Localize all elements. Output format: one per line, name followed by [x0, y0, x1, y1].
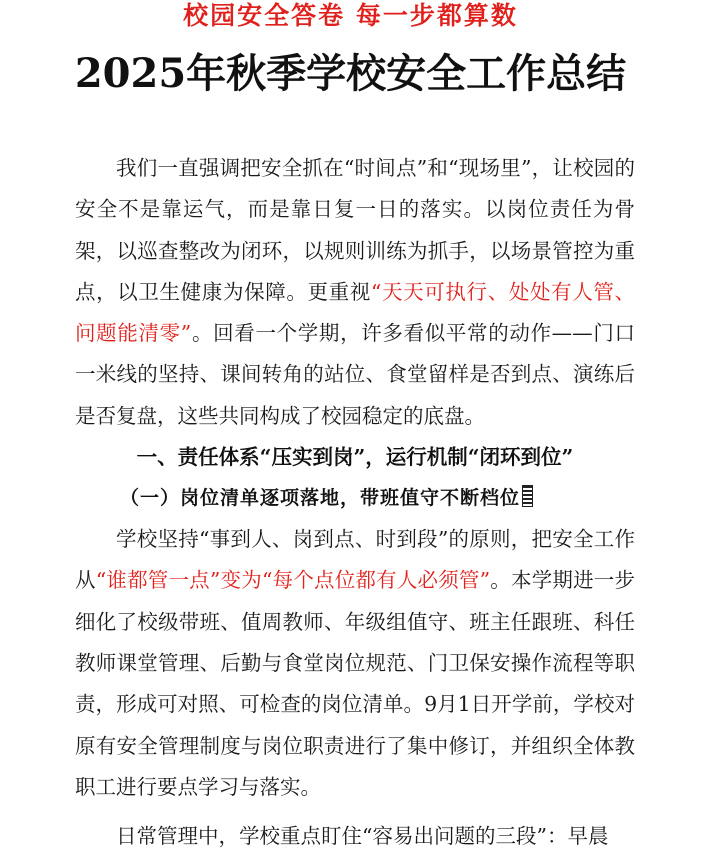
p3-text-1: 日常管理中，学校重点盯住“容易出问题的三段”：早晨 [116, 824, 609, 849]
intro-highlight: “天天可执行、处处有人管、问题能清零” [75, 279, 636, 346]
page-title: 2025年秋季学校安全工作总结 [74, 50, 627, 97]
intro-paragraph [75, 148, 635, 437]
responsibility-paragraph [75, 519, 635, 808]
document-body [75, 148, 635, 857]
p2-highlight: “谁都管一点”变为“每个点位都有人必须管” [95, 568, 491, 593]
subsection-heading-text: （一）岗位清单逐项落地，带班值守不断档位 [120, 487, 521, 510]
subsection-heading-1 [75, 478, 635, 519]
daily-management-paragraph [75, 816, 635, 857]
red-header-title: 校园安全答卷 每一步都算数 [183, 1, 518, 30]
section-heading-1: 一、责任体系“压实到岗”，运行机制“闭环到位” [136, 445, 574, 470]
p2-text-1: 学校坚持“事到人、岗到点、时到段”的原则，把安全工作从 [75, 527, 635, 593]
intro-text-1: 我们一直强调把安全抓在“时间点”和“现场里”，让校园的安全不是靠运气，而是靠日复一日的落实。以岗位责任为骨架，以巡查整改为闭环，以规则训练为抓手，以场景管控为重点，以卫生健康为保障。更重视 [75, 156, 635, 304]
paragraph-mark-icon [522, 485, 533, 507]
p2-text-2: 。本学期进一步细化了校级带班、值周教师、年级组值守、班主任跟班、科任教师课堂管理、后勤与食堂岗位规范、门卫保安操作流程等职责，形成可对照、可检查的岗位清单。9月1日开学前，学校对原有安全管理制度与岗位职责进行了集中修订，并组织全体教职工进行要点学习与落实。 [75, 568, 636, 799]
intro-text-2: 。回看一个学期，许多看似平常的动作——门口一米线的坚持、课间转角的站位、食堂留样是否到点、演练后是否复盘，这些共同构成了校园稳定的底盘。 [75, 321, 636, 428]
